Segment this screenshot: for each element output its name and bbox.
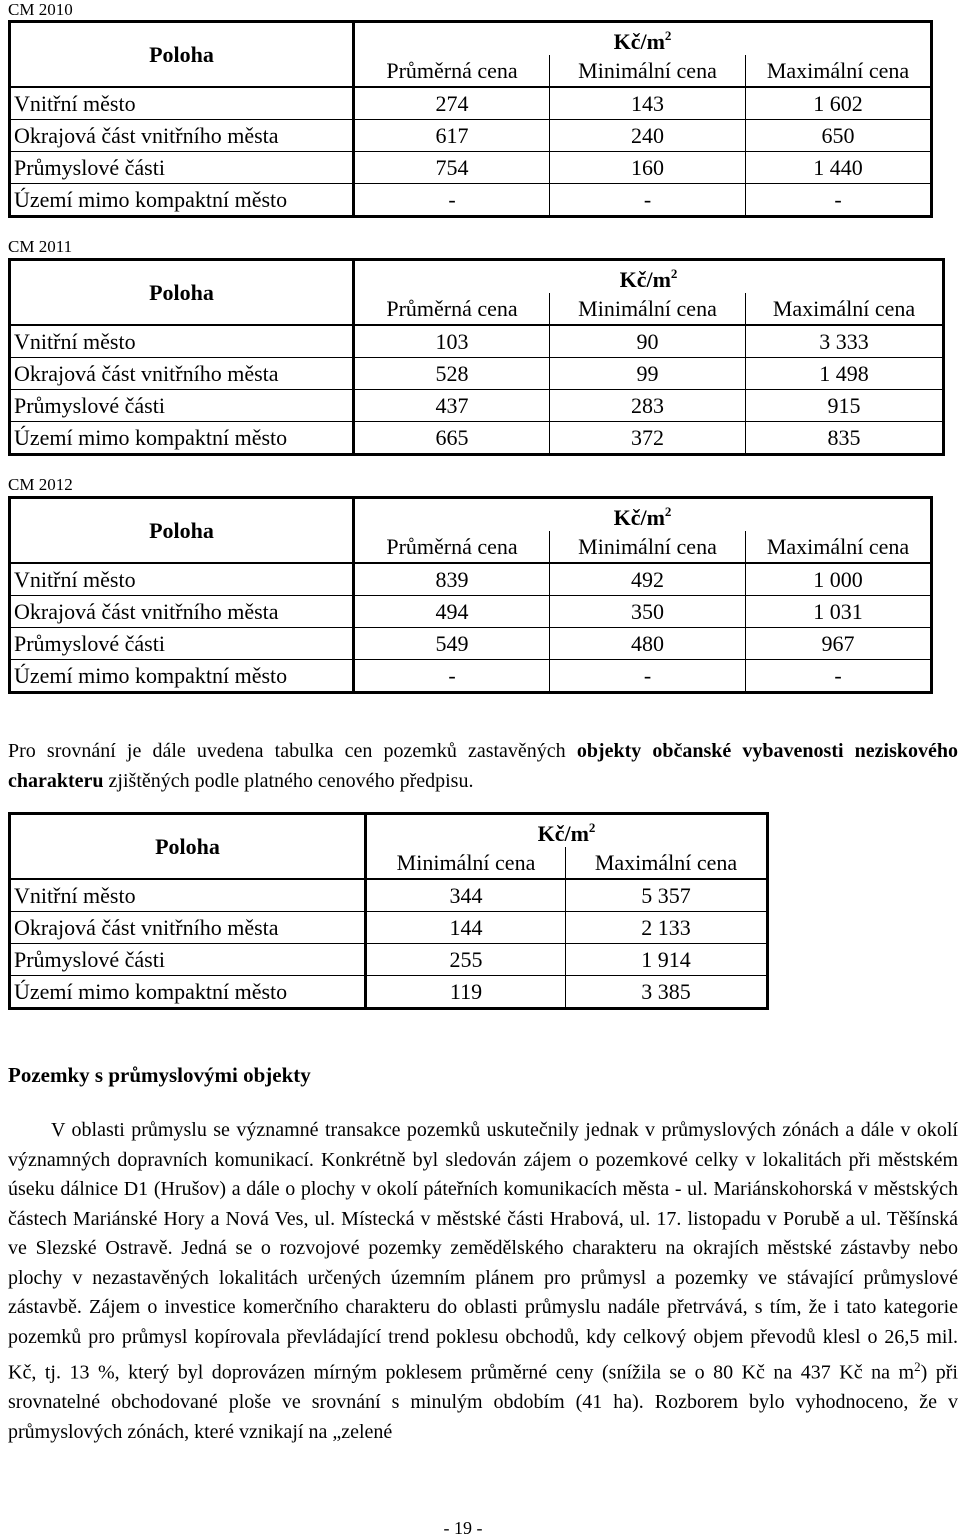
table-row: [10, 390, 944, 422]
value-cell: 90: [550, 325, 746, 358]
column-header: Maximální cena: [746, 55, 932, 87]
poloha-header: Poloha: [10, 22, 354, 88]
value-cell: 494: [354, 596, 550, 628]
value-cell: 549: [354, 628, 550, 660]
column-header: Minimální cena: [366, 847, 566, 879]
value-cell: 1 440: [746, 152, 932, 184]
table-row: [10, 944, 768, 976]
page-number: - 19 -: [443, 1518, 483, 1538]
value-cell: -: [746, 184, 932, 217]
location-cell: Vnitřní město: [10, 87, 354, 120]
table-row: [10, 325, 944, 358]
value-cell: 255: [366, 944, 566, 976]
table-row: [10, 422, 944, 455]
poloha-header: Poloha: [10, 498, 354, 564]
location-cell: Okrajová část vnitřního města: [10, 120, 354, 152]
value-cell: 835: [746, 422, 944, 455]
location-cell: Průmyslové části: [10, 152, 354, 184]
table-row: [10, 563, 932, 596]
value-cell: 144: [366, 912, 566, 944]
value-cell: 103: [354, 325, 550, 358]
value-cell: -: [550, 184, 746, 217]
body-paragraph: V oblasti průmyslu se významné transakce pozemků uskutečnily jednak v průmyslových zónách a dále v okolí významných dopravních komunikací. Konkrétně byl sledován zájem o pozemkové celky v lokalitách při městském úseku dálnice D1 (Hrušov) a dále o plochy v okolí páteřních komunikacích města - ul. Mariánskohorská v městských částech Mariánské Hory a Nová Ves, ul. Místecká v městské části Hrabová, ul. 17. listopadu v Porubě a ul. Těšínská ve Slezské Ostravě. Jedná se o rozvojové pozemky zemědělského charakteru na okrajích městské zástavby nebo plochy v nezastavěných lokalitách určených územním plánem pro průmysl a pozemky ve stávající průmyslové zástavbě. Zájem o investice komerčního charakteru do oblasti průmyslu nadále přetrvává, s tím, že i tato kategorie pozemků pro průmysl kopírovala převládající trend poklesu obchodů, kdy celkový objem převodů klesl o 26,5 mil. Kč, tj. 13 %, který byl doprovázen mírným poklesem průměrné ceny (snížila se o 80 Kč na 437 Kč na $m^2$) při srovnatelné obchodované ploše ve srovnání s minulým obdobím (41 ha). Rozborem bylo vyhodnoceno, že v průmyslových zónách, které vznikají na „zelené: [8, 1119, 958, 1443]
column-header: Průměrná cena: [354, 55, 550, 87]
value-cell: 119: [366, 976, 566, 1009]
value-cell: 1 031: [746, 596, 932, 628]
value-cell: 283: [550, 390, 746, 422]
value-cell: 480: [550, 628, 746, 660]
table-row: [10, 358, 944, 390]
unit-header: $Kč/m^2$: [537, 820, 596, 846]
comparison-bold-text: objekty občanské vybavenosti neziskového charakteru: [8, 740, 958, 792]
value-cell: 274: [354, 87, 550, 120]
location-cell: Průmyslové části: [10, 944, 366, 976]
value-cell: 350: [550, 596, 746, 628]
poloha-header: Poloha: [10, 814, 366, 880]
value-cell: 617: [354, 120, 550, 152]
value-cell: 650: [746, 120, 932, 152]
location-cell: Území mimo kompaktní město: [10, 422, 354, 455]
price-table-cm-2012: [8, 496, 933, 694]
comparison-paragraph: Pro srovnání je dále uvedena tabulka cen pozemků zastavěných objekty občanské vybavenosti neziskového charakteru zjištěných podle platného cenového předpisu.: [8, 740, 958, 792]
table-row: [10, 628, 932, 660]
column-header: Maximální cena: [566, 847, 768, 879]
section-heading: Pozemky s průmyslovými objekty: [8, 1063, 311, 1087]
value-cell: 5 357: [566, 879, 768, 912]
value-cell: 492: [550, 563, 746, 596]
value-cell: 99: [550, 358, 746, 390]
value-cell: 1 602: [746, 87, 932, 120]
value-cell: 3 385: [566, 976, 768, 1009]
value-cell: 3 333: [746, 325, 944, 358]
table-row: [10, 184, 932, 217]
table-label-cm-2011: CM 2011: [8, 237, 73, 256]
table-row: [10, 596, 932, 628]
column-header: Maximální cena: [746, 293, 944, 325]
poloha-header: Poloha: [10, 260, 354, 326]
unit-header: $Kč/m^2$: [613, 504, 672, 530]
value-cell: 915: [746, 390, 944, 422]
location-cell: Vnitřní město: [10, 325, 354, 358]
table-row: [10, 120, 932, 152]
value-cell: 1 914: [566, 944, 768, 976]
column-header: Průměrná cena: [354, 293, 550, 325]
location-cell: Vnitřní město: [10, 879, 366, 912]
table-row: [10, 912, 768, 944]
value-cell: 528: [354, 358, 550, 390]
unit-header: $Kč/m^2$: [613, 28, 672, 54]
column-header: Minimální cena: [550, 293, 746, 325]
unit-header: $Kč/m^2$: [619, 266, 678, 292]
location-cell: Území mimo kompaktní město: [10, 660, 354, 693]
value-cell: -: [354, 184, 550, 217]
value-cell: 754: [354, 152, 550, 184]
value-cell: 1 498: [746, 358, 944, 390]
value-cell: 2 133: [566, 912, 768, 944]
price-table-civic-amenities: [8, 812, 769, 1010]
value-cell: 372: [550, 422, 746, 455]
table-row: [10, 879, 768, 912]
value-cell: 967: [746, 628, 932, 660]
column-header: Průměrná cena: [354, 531, 550, 563]
table-row: [10, 976, 768, 1009]
value-cell: -: [354, 660, 550, 693]
column-header: Maximální cena: [746, 531, 932, 563]
table-row: [10, 660, 932, 693]
value-cell: -: [746, 660, 932, 693]
value-cell: 344: [366, 879, 566, 912]
location-cell: Vnitřní město: [10, 563, 354, 596]
column-header: Minimální cena: [550, 55, 746, 87]
price-table-cm-2011: [8, 258, 945, 456]
value-cell: 240: [550, 120, 746, 152]
column-header: Minimální cena: [550, 531, 746, 563]
value-cell: 160: [550, 152, 746, 184]
location-cell: Území mimo kompaktní město: [10, 976, 366, 1009]
value-cell: 665: [354, 422, 550, 455]
location-cell: Území mimo kompaktní město: [10, 184, 354, 217]
location-cell: Okrajová část vnitřního města: [10, 596, 354, 628]
table-row: [10, 152, 932, 184]
table-label-cm-2012: CM 2012: [8, 475, 73, 494]
value-cell: 143: [550, 87, 746, 120]
location-cell: Průmyslové části: [10, 390, 354, 422]
value-cell: 437: [354, 390, 550, 422]
location-cell: Okrajová část vnitřního města: [10, 912, 366, 944]
location-cell: Průmyslové části: [10, 628, 354, 660]
location-cell: Okrajová část vnitřního města: [10, 358, 354, 390]
value-cell: -: [550, 660, 746, 693]
value-cell: 1 000: [746, 563, 932, 596]
value-cell: 839: [354, 563, 550, 596]
price-table-cm-2010: [8, 20, 933, 218]
table-label-cm-2010: CM 2010: [8, 0, 73, 19]
table-row: [10, 87, 932, 120]
